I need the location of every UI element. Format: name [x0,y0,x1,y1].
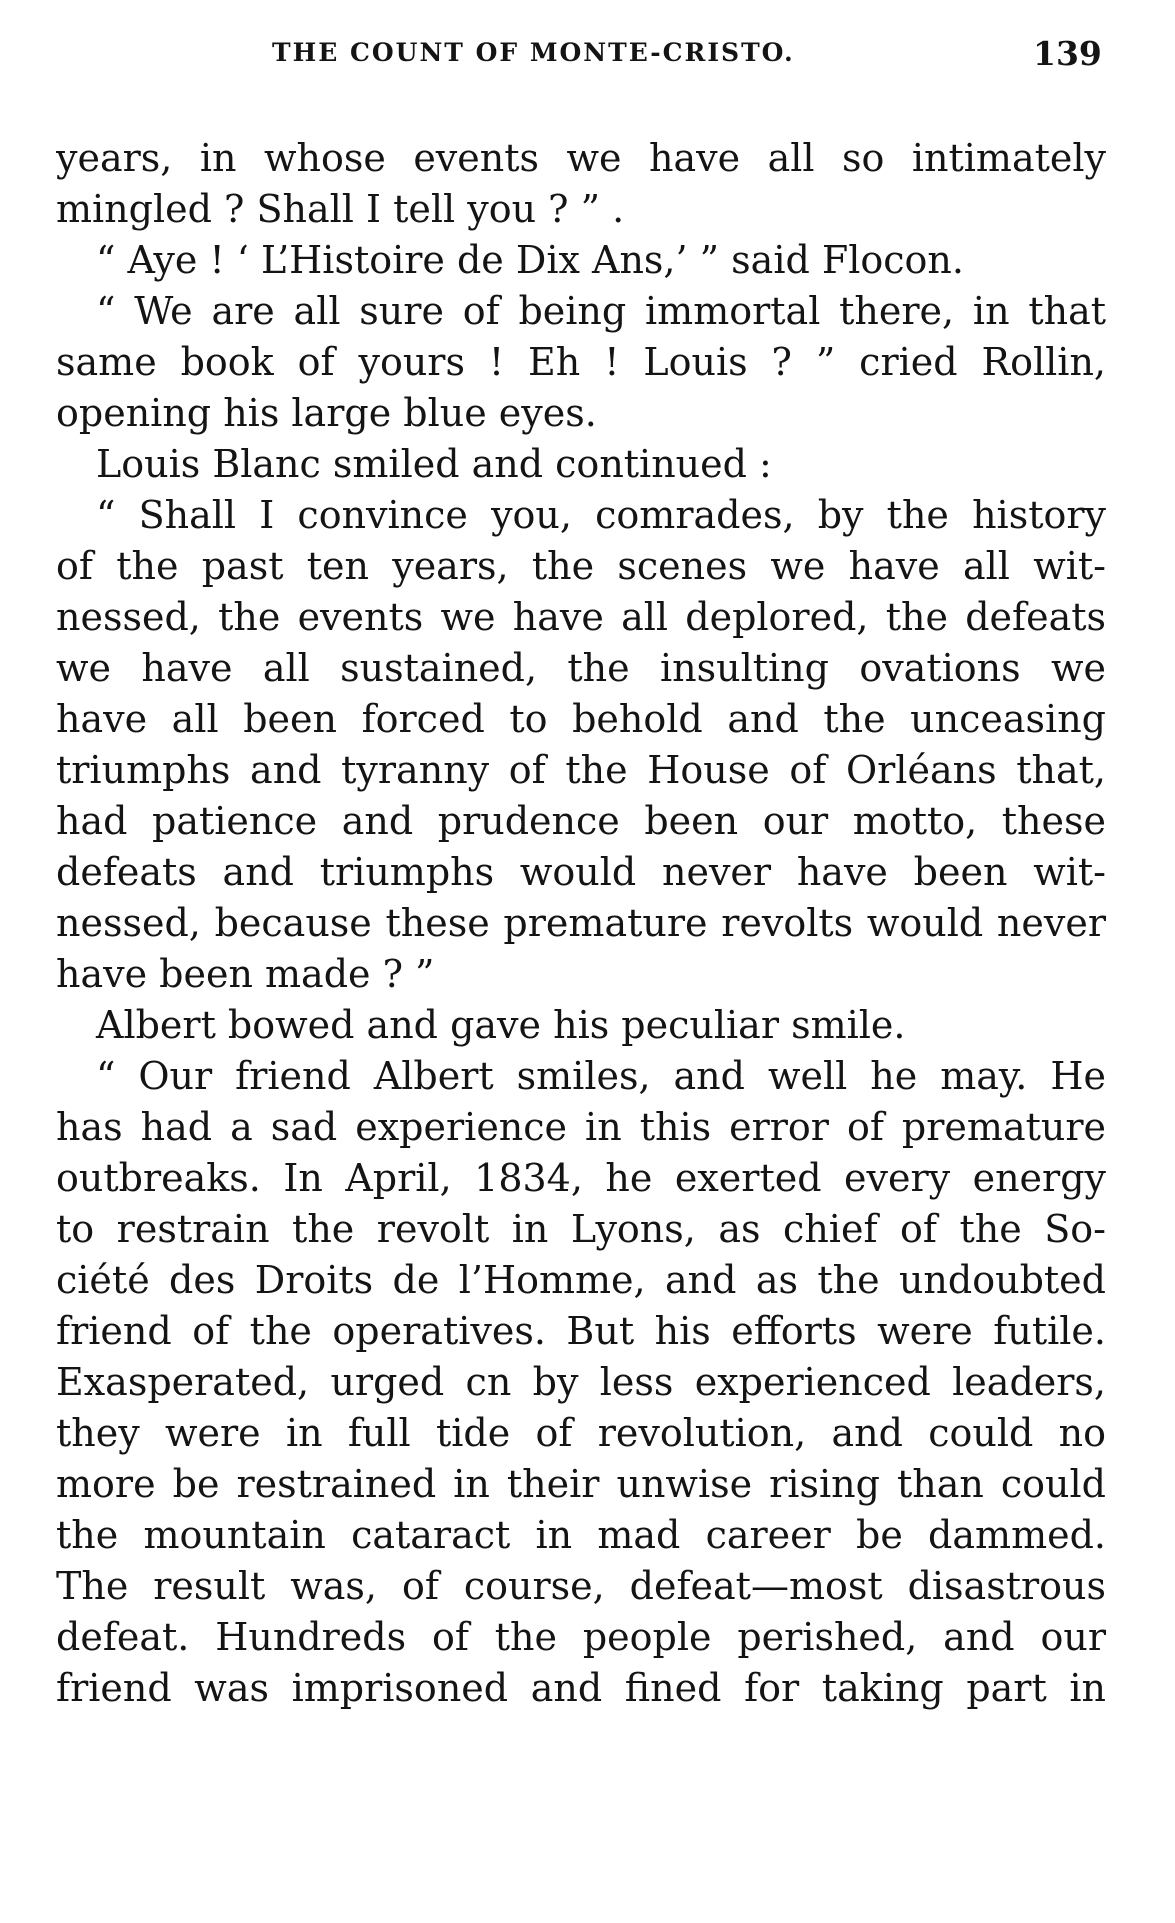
text-line: The result was, of course, defeat—most disastrous [56,1564,1106,1608]
text-line: mingled ? Shall I tell you ? ” . [56,187,625,231]
text-line: “ Aye ! ‘ L’Histoire de Dix Ans,’ ” said Flocon. [96,238,964,282]
text-line: have all been forced to behold and the unceasing [56,697,1106,741]
running-head [56,34,1106,78]
text-line: same book of yours ! Eh ! Louis ? ” cried Rollin, [56,340,1106,384]
text-line: nessed, the events we have all deplored, the defeats [56,595,1106,639]
text-line: years, in whose events we have all so intimately [56,136,1106,180]
text-line: defeats and triumphs would never have been wit- [56,850,1106,894]
text-line: “ We are all sure of being immortal there, in that [96,289,1106,333]
text-line: more be restrained in their unwise rising than could [56,1462,1106,1506]
text-line: Louis Blanc smiled and continued : [96,442,772,486]
page-number: 139 [1033,34,1102,73]
text-line: friend was imprisoned and fined for taking part in [56,1666,1106,1710]
text-line: has had a sad experience in this error of premature [56,1105,1106,1149]
text-line: had patience and prudence been our motto, these [56,799,1106,843]
text-line: Exasperated, urged cn by less experienced leaders, [56,1360,1106,1404]
text-line: we have all sustained, the insulting ovations we [56,646,1106,690]
text-line: defeat. Hundreds of the people perished, and our [56,1615,1106,1659]
text-line: have been made ? ” [56,952,435,996]
text-line: triumphs and tyranny of the House of Orléans that, [56,748,1106,792]
text-line: ciété des Droits de l’Homme, and as the undoubted [56,1258,1106,1302]
body-text [56,133,1106,1714]
text-line: the mountain cataract in mad career be dammed. [56,1513,1106,1557]
text-line: of the past ten years, the scenes we have all wit- [56,544,1106,588]
text-line: “ Our friend Albert smiles, and well he may. He [96,1054,1106,1098]
text-line: to restrain the revolt in Lyons, as chief of the So- [56,1207,1106,1251]
text-line: opening his large blue eyes. [56,391,597,435]
text-line: friend of the operatives. But his efforts were futile. [56,1309,1106,1353]
text-line: Albert bowed and gave his peculiar smile. [96,1003,906,1047]
text-line: outbreaks. In April, 1834, he exerted every energy [56,1156,1106,1200]
text-line: they were in full tide of revolution, and could no [56,1411,1106,1455]
text-line: nessed, because these premature revolts would never [56,901,1106,945]
text-line: “ Shall I convince you, comrades, by the history [96,493,1106,537]
running-title: THE COUNT OF MONTE-CRISTO. [272,38,795,67]
